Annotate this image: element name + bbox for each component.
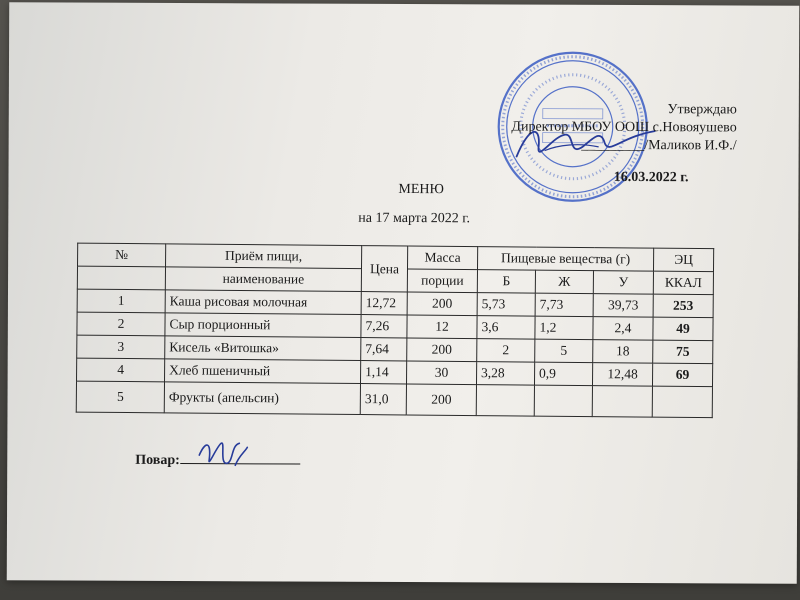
header-kcal: ККАЛ	[653, 271, 713, 295]
row-u	[592, 386, 652, 418]
row-u: 39,73	[593, 294, 653, 318]
row-name: Кисель «Витошка»	[165, 336, 361, 361]
row-zh: 0,9	[534, 362, 592, 386]
row-mass: 30	[406, 361, 476, 385]
cook-label: Повар:	[135, 452, 180, 469]
row-u: 18	[593, 340, 653, 364]
cook-signature-image	[195, 435, 249, 471]
menu-table	[76, 243, 714, 419]
row-price: 7,64	[361, 338, 407, 361]
row-mass: 200	[407, 338, 477, 362]
approval-line-3: _________/Маликов И.Ф./	[581, 137, 737, 154]
row-kcal	[652, 386, 712, 418]
row-zh	[534, 385, 592, 417]
approval-block	[511, 100, 737, 155]
header-zh: Ж	[535, 270, 593, 294]
header-mass: Масса	[407, 246, 477, 270]
row-u: 12,48	[592, 363, 652, 387]
row-mass: 12	[407, 315, 477, 339]
header-u: У	[593, 271, 653, 295]
header-energy: ЭЦ	[653, 248, 713, 272]
approval-line-1: Утверждаю	[667, 102, 737, 118]
header-num-empty	[77, 266, 165, 290]
header-num: №	[78, 243, 166, 267]
row-name: Хлеб пшеничный	[165, 359, 361, 384]
row-num: 2	[77, 312, 165, 336]
row-kcal: 49	[653, 317, 713, 341]
document-title: МЕНЮ	[398, 181, 444, 198]
row-num: 1	[77, 289, 165, 313]
row-zh: 5	[535, 339, 593, 363]
row-mass: 200	[406, 384, 476, 416]
row-u: 2,4	[593, 317, 653, 341]
approval-line-2: Директор МБОУ ООШ с.Новояушево	[511, 119, 737, 136]
row-b	[476, 385, 534, 417]
row-num: 4	[77, 358, 165, 382]
row-kcal: 75	[653, 340, 713, 364]
header-nutrients: Пищевые вещества (г)	[477, 247, 653, 272]
row-kcal: 253	[653, 294, 713, 318]
document-sheet	[7, 2, 800, 583]
document-subtitle: на 17 марта 2022 г.	[358, 210, 471, 227]
header-meal: Приём пищи,	[166, 244, 362, 269]
row-mass: 200	[407, 292, 477, 316]
row-zh: 1,2	[535, 316, 593, 340]
row-price: 12,72	[361, 292, 407, 315]
table-row	[76, 381, 712, 418]
row-b: 5,73	[477, 293, 535, 317]
row-num: 5	[76, 381, 164, 413]
row-b: 3,6	[477, 316, 535, 340]
row-price: 31,0	[360, 384, 406, 415]
row-price: 1,14	[360, 361, 406, 384]
approval-date: 16.03.2022 г.	[613, 169, 689, 186]
row-num: 3	[77, 335, 165, 359]
row-kcal: 69	[652, 363, 712, 387]
header-price: Цена	[361, 246, 407, 292]
row-name: Каша рисовая молочная	[165, 290, 361, 315]
header-mass-2: порции	[407, 269, 477, 293]
row-zh: 7,73	[535, 293, 593, 317]
header-meal-2: наименование	[165, 267, 361, 292]
row-name: Сыр порционный	[165, 313, 361, 338]
header-b: Б	[477, 270, 535, 294]
row-b: 3,28	[476, 362, 534, 386]
row-b: 2	[477, 339, 535, 363]
row-name: Фрукты (апельсин)	[164, 382, 360, 415]
row-price: 7,26	[361, 315, 407, 338]
